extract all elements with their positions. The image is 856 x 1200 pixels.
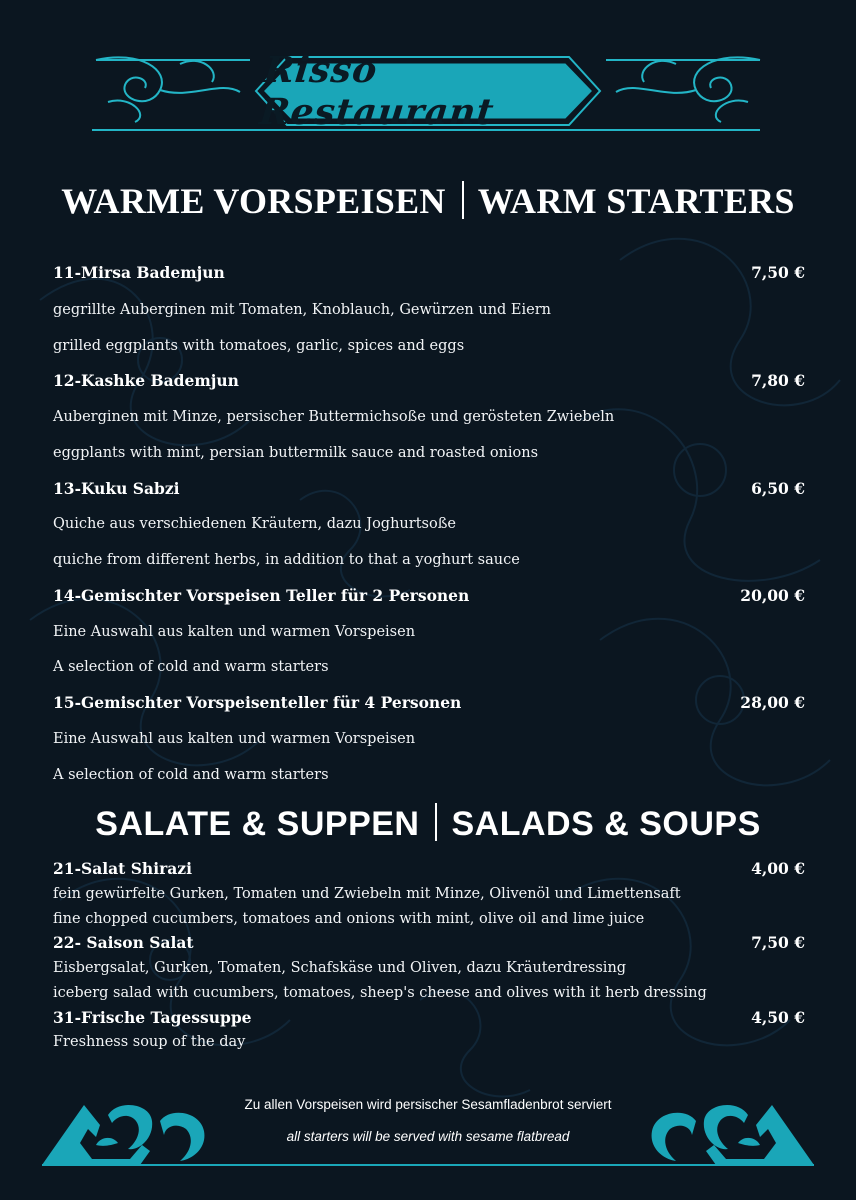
- item-description-en: quiche from different herbs, in addition to that a yoghurt sauce: [53, 552, 520, 568]
- item-description-de: Eine Auswahl aus kalten und warmen Vorspeisen: [53, 731, 416, 747]
- item-price: 7,50 €: [751, 933, 805, 952]
- menu-item-name: [53, 1008, 805, 1028]
- item-title: 12-Kashke Bademjun: [53, 371, 239, 390]
- section-title-warm-starters: [0, 180, 856, 222]
- item-title: 22- Saison Salat: [53, 933, 194, 952]
- item-title: 15-Gemischter Vorspeisenteller für 4 Personen: [53, 693, 462, 712]
- item-description-en: iceberg salad with cucumbers, tomatoes, sheep's cheese and olives with it herb dressing: [53, 985, 707, 1001]
- item-description-de: Quiche aus verschiedenen Kräutern, dazu Joghurtsoße: [53, 516, 456, 532]
- item-description-de: Eine Auswahl aus kalten und warmen Vorspeisen: [53, 624, 416, 640]
- item-description-de: Auberginen mit Minze, persischer Buttermichsoße und gerösteten Zwiebeln: [53, 409, 615, 425]
- item-title: 31-Frische Tagessuppe: [53, 1008, 252, 1027]
- section-title-de: SALATE & SUPPEN: [95, 805, 420, 843]
- item-description-en: A selection of cold and warm starters: [53, 767, 329, 783]
- title-separator: [435, 803, 437, 841]
- section-title-de: WARME VORSPEISEN: [61, 181, 446, 221]
- section-title-en: SALADS & SOUPS: [451, 805, 761, 843]
- menu-item-name: [53, 586, 805, 606]
- item-title: 21-Salat Shirazi: [53, 859, 192, 878]
- item-title: 14-Gemischter Vorspeisen Teller für 2 Personen: [53, 586, 470, 605]
- section-title-en: WARM STARTERS: [477, 181, 795, 221]
- item-description-en: grilled eggplants with tomatoes, garlic, spices and eggs: [53, 338, 465, 354]
- item-price: 20,00 €: [740, 586, 805, 605]
- footer-note-de: Zu allen Vorspeisen wird persischer Sesamfladenbrot serviert: [244, 1097, 612, 1112]
- restaurant-logo: [257, 49, 594, 133]
- title-separator: [462, 181, 464, 219]
- item-description-de: Eisbergsalat, Gurken, Tomaten, Schafskäse und Oliven, dazu Kräuterdressing: [53, 960, 627, 976]
- item-title: 13-Kuku Sabzi: [53, 479, 180, 498]
- menu-item-name: [53, 479, 805, 499]
- header: [0, 40, 856, 140]
- item-description-en: fine chopped cucumbers, tomatoes and onions with mint, olive oil and lime juice: [53, 911, 645, 927]
- menu-item-name: [53, 693, 805, 713]
- item-price: 4,00 €: [751, 859, 805, 878]
- menu-item-name: [53, 933, 805, 953]
- footer: [0, 1085, 856, 1175]
- restaurant-name: Risso Restaurant: [257, 49, 497, 133]
- item-description-en: eggplants with mint, persian buttermilk sauce and roasted onions: [53, 445, 539, 461]
- item-description-de: gegrillte Auberginen mit Tomaten, Knoblauch, Gewürzen und Eiern: [53, 302, 551, 318]
- menu-item-name: [53, 859, 805, 879]
- item-price: 7,50 €: [751, 263, 805, 282]
- item-title: 11-Mirsa Bademjun: [53, 263, 225, 282]
- section-title-salads-soups: [0, 803, 856, 844]
- item-price: 6,50 €: [751, 479, 805, 498]
- item-price: 4,50 €: [751, 1008, 805, 1027]
- item-description-de: Freshness soup of the day: [53, 1034, 246, 1050]
- item-description-de: fein gewürfelte Gurken, Tomaten und Zwiebeln mit Minze, Olivenöl und Limettensaft: [53, 886, 681, 902]
- item-description-en: A selection of cold and warm starters: [53, 659, 329, 675]
- item-price: 28,00 €: [740, 693, 805, 712]
- menu-item-name: [53, 263, 805, 283]
- item-price: 7,80 €: [751, 371, 805, 390]
- footer-note-en: all starters will be served with sesame flatbread: [286, 1129, 570, 1144]
- menu-item-name: [53, 371, 805, 391]
